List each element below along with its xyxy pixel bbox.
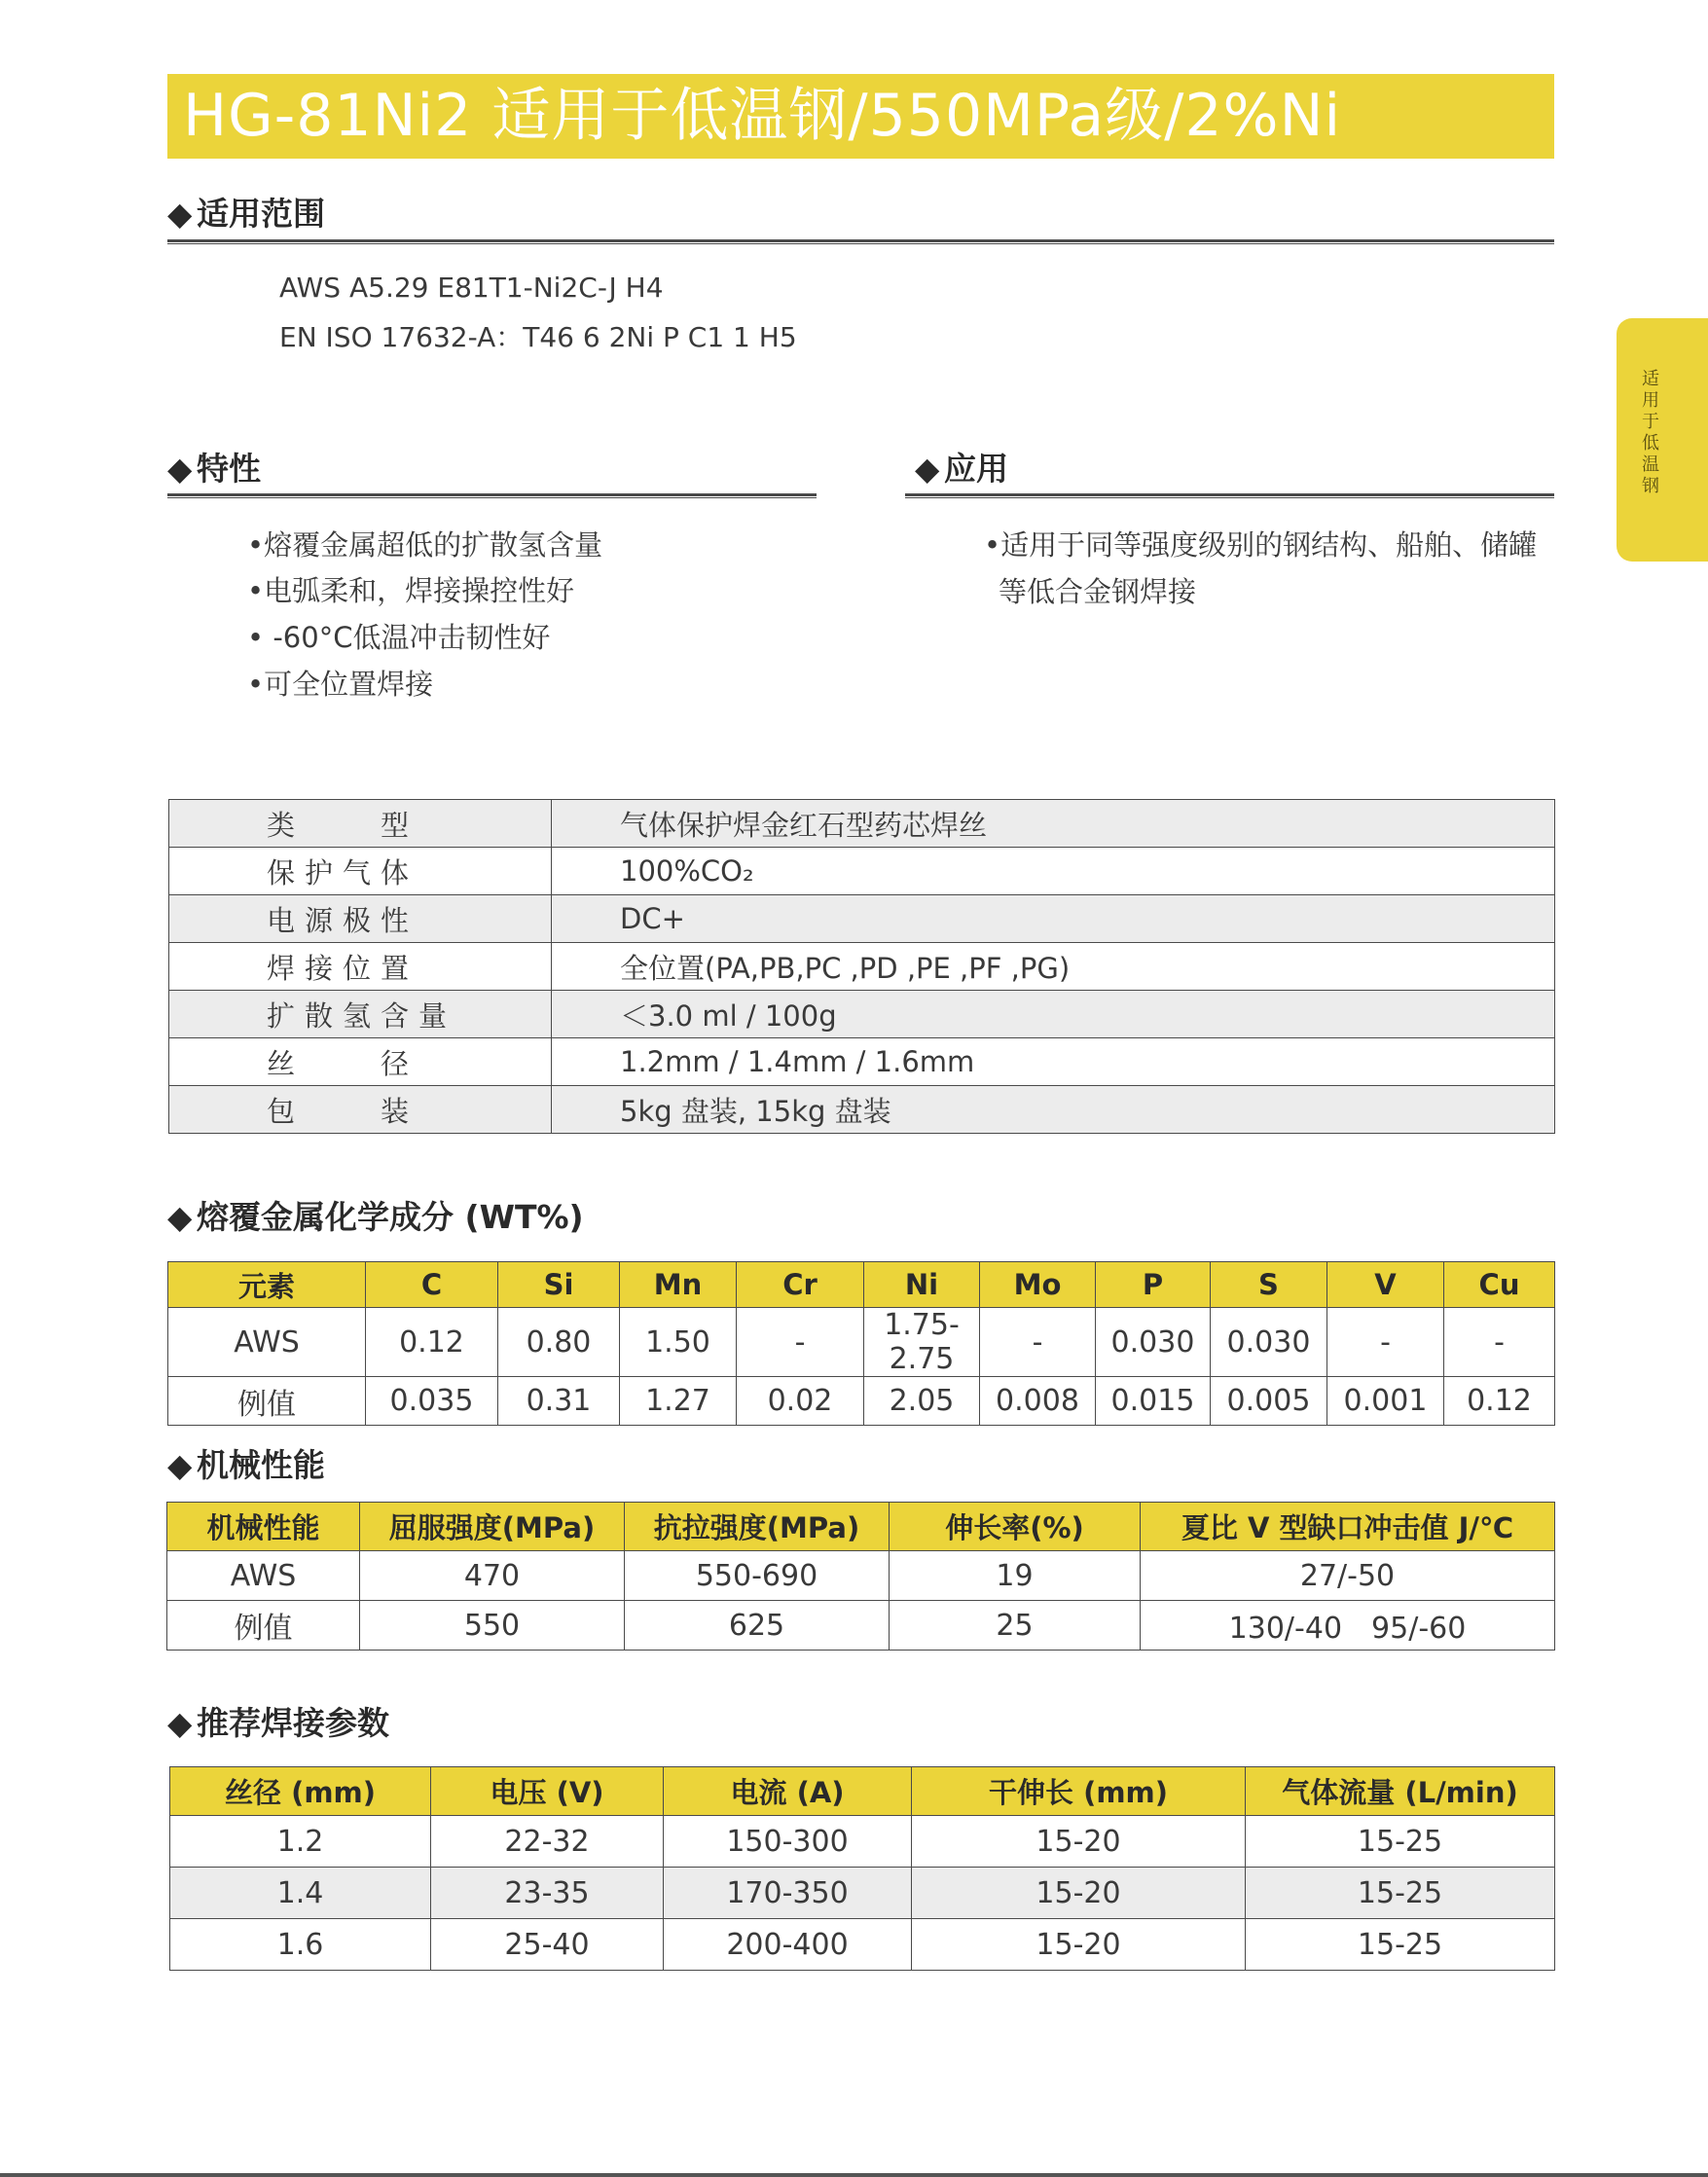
chem-cell: 0.02 (737, 1377, 864, 1426)
chem-header-cell: Mo (980, 1262, 1096, 1308)
spec-row (169, 1038, 1555, 1086)
spec-row (169, 895, 1555, 943)
diamond-icon: ◆ (167, 450, 193, 488)
chem-heading-text: 熔覆金属化学成分 (WT%) (197, 1198, 584, 1236)
chem-row (168, 1308, 1555, 1377)
feature-item: • -60°C低温冲击韧性好 (247, 621, 551, 654)
params-header-cell: 电压 (V) (431, 1767, 664, 1816)
chem-cell: 0.030 (1211, 1308, 1327, 1377)
diamond-icon: ◆ (167, 1446, 193, 1484)
chem-cell: 0.035 (366, 1377, 498, 1426)
chem-cell: 1.75-2.75 (864, 1308, 980, 1377)
params-cell: 15-25 (1246, 1919, 1555, 1971)
chem-cell: 0.015 (1096, 1377, 1211, 1426)
diamond-icon: ◆ (167, 1198, 193, 1236)
standard-line: EN ISO 17632-A：T46 6 2Ni P C1 1 H5 (279, 321, 797, 353)
section-divider (167, 493, 817, 498)
chem-cell: 例值 (168, 1377, 366, 1426)
mech-cell: 550 (360, 1601, 625, 1651)
chem-cell: 0.12 (366, 1308, 498, 1377)
section-divider (905, 493, 1554, 498)
chem-cell: 0.001 (1327, 1377, 1444, 1426)
params-cell: 23-35 (431, 1868, 664, 1919)
mech-cell: 27/-50 (1141, 1551, 1555, 1601)
chem-cell: 0.31 (498, 1377, 620, 1426)
params-cell: 15-25 (1246, 1868, 1555, 1919)
spec-table (168, 799, 1555, 1134)
chem-header-cell: S (1211, 1262, 1327, 1308)
mech-row (167, 1601, 1555, 1651)
application-item: •适用于同等强度级别的钢结构、船舶、储罐 (984, 528, 1538, 562)
chem-cell: 2.05 (864, 1377, 980, 1426)
chem-cell: 0.80 (498, 1308, 620, 1377)
chem-cell: 0.030 (1096, 1308, 1211, 1377)
mech-row (167, 1551, 1555, 1601)
standard-line: AWS A5.29 E81T1-Ni2C-J H4 (279, 272, 664, 304)
mech-cell: 130/-40 95/-60 (1141, 1601, 1555, 1651)
spec-key: 类 型 (169, 800, 552, 848)
params-cell: 25-40 (431, 1919, 664, 1971)
diamond-icon: ◆ (167, 1704, 193, 1742)
chem-header-cell: Mn (620, 1262, 737, 1308)
spec-row (169, 991, 1555, 1038)
feature-item: •熔覆金属超低的扩散氢含量 (247, 528, 603, 562)
feature-item: •可全位置焊接 (247, 668, 434, 701)
diamond-icon: ◆ (167, 195, 193, 233)
params-cell: 15-25 (1246, 1816, 1555, 1868)
chem-table (167, 1261, 1555, 1426)
bottom-rule (0, 2173, 1708, 2177)
params-header-cell: 气体流量 (L/min) (1246, 1767, 1555, 1816)
spec-key: 丝 径 (169, 1038, 552, 1086)
chem-header-cell: Si (498, 1262, 620, 1308)
chem-header-cell: P (1096, 1262, 1211, 1308)
spec-row (169, 943, 1555, 991)
mech-header-cell: 抗拉强度(MPa) (625, 1503, 890, 1551)
application-item: 等低合金钢焊接 (999, 575, 1197, 608)
chem-header-cell: V (1327, 1262, 1444, 1308)
chem-cell: 1.50 (620, 1308, 737, 1377)
params-row (170, 1868, 1555, 1919)
spec-row (169, 1086, 1555, 1134)
spec-value: ＜3.0 ml / 100g (552, 991, 1555, 1038)
chem-cell: - (980, 1308, 1096, 1377)
mech-cell: AWS (167, 1551, 360, 1601)
params-cell: 1.6 (170, 1919, 431, 1971)
mech-cell: 550-690 (625, 1551, 890, 1601)
chem-header-cell: 元素 (168, 1262, 366, 1308)
params-cell: 15-20 (912, 1919, 1246, 1971)
scope-heading-text: 适用范围 (197, 195, 325, 233)
scope-heading (167, 192, 325, 236)
spec-key: 扩散氢含量 (169, 991, 552, 1038)
params-cell: 1.4 (170, 1868, 431, 1919)
spec-value: 100%CO₂ (552, 848, 1555, 895)
spec-value: 气体保护焊金红石型药芯焊丝 (552, 800, 1555, 848)
mech-cell: 625 (625, 1601, 890, 1651)
spec-value: 全位置(PA,PB,PC ,PD ,PE ,PF ,PG) (552, 943, 1555, 991)
mech-header-cell: 机械性能 (167, 1503, 360, 1551)
features-heading-text: 特性 (197, 450, 261, 488)
mech-table (166, 1502, 1555, 1651)
chem-header-cell: C (366, 1262, 498, 1308)
features-heading (167, 447, 261, 491)
mech-header-cell: 屈服强度(MPa) (360, 1503, 625, 1551)
params-cell: 15-20 (912, 1816, 1246, 1868)
chem-cell: 0.008 (980, 1377, 1096, 1426)
side-tab-label: 适用于低温钢 (1642, 369, 1659, 496)
spec-value: DC+ (552, 895, 1555, 943)
params-cell: 15-20 (912, 1868, 1246, 1919)
params-cell: 150-300 (664, 1816, 912, 1868)
params-cell: 170-350 (664, 1868, 912, 1919)
chem-cell: - (1444, 1308, 1555, 1377)
chem-cell: - (737, 1308, 864, 1377)
params-header-cell: 干伸长 (mm) (912, 1767, 1246, 1816)
spec-value: 5kg 盘装, 15kg 盘装 (552, 1086, 1555, 1134)
params-cell: 1.2 (170, 1816, 431, 1868)
spec-value: 1.2mm / 1.4mm / 1.6mm (552, 1038, 1555, 1086)
chem-header-cell: Ni (864, 1262, 980, 1308)
params-cell: 200-400 (664, 1919, 912, 1971)
feature-item: •电弧柔和，焊接操控性好 (247, 574, 575, 607)
params-row (170, 1919, 1555, 1971)
spec-row (169, 848, 1555, 895)
chem-cell: 0.12 (1444, 1377, 1555, 1426)
spec-key: 保护气体 (169, 848, 552, 895)
chem-header-cell: Cr (737, 1262, 864, 1308)
chem-header-cell: Cu (1444, 1262, 1555, 1308)
mech-cell: 25 (890, 1601, 1141, 1651)
mech-cell: 470 (360, 1551, 625, 1601)
application-heading-text: 应用 (944, 450, 1008, 488)
spec-key: 电源极性 (169, 895, 552, 943)
params-row (170, 1816, 1555, 1868)
section-divider (167, 239, 1554, 244)
spec-key: 焊接位置 (169, 943, 552, 991)
mech-header-cell: 伸长率(%) (890, 1503, 1141, 1551)
mech-heading (167, 1443, 325, 1488)
spec-row (169, 800, 1555, 848)
params-cell: 22-32 (431, 1816, 664, 1868)
chem-cell: 1.27 (620, 1377, 737, 1426)
chem-cell: AWS (168, 1308, 366, 1377)
mech-cell: 19 (890, 1551, 1141, 1601)
mech-header-cell: 夏比 V 型缺口冲击值 J/℃ (1141, 1503, 1555, 1551)
params-header-cell: 丝径 (mm) (170, 1767, 431, 1816)
diamond-icon: ◆ (915, 450, 940, 488)
chem-row (168, 1377, 1555, 1426)
chem-cell: 0.005 (1211, 1377, 1327, 1426)
application-heading (915, 447, 1008, 491)
spec-key: 包 装 (169, 1086, 552, 1134)
side-tab (1617, 318, 1708, 562)
params-heading (167, 1701, 389, 1746)
chem-heading (167, 1195, 584, 1240)
params-heading-text: 推荐焊接参数 (197, 1704, 389, 1742)
chem-cell: - (1327, 1308, 1444, 1377)
mech-cell: 例值 (167, 1601, 360, 1651)
mech-heading-text: 机械性能 (197, 1446, 325, 1484)
params-table (169, 1766, 1555, 1971)
page-title: HG-81Ni2 适用于低温钢/550MPa级/2%Ni (167, 74, 1554, 159)
params-header-cell: 电流 (A) (664, 1767, 912, 1816)
